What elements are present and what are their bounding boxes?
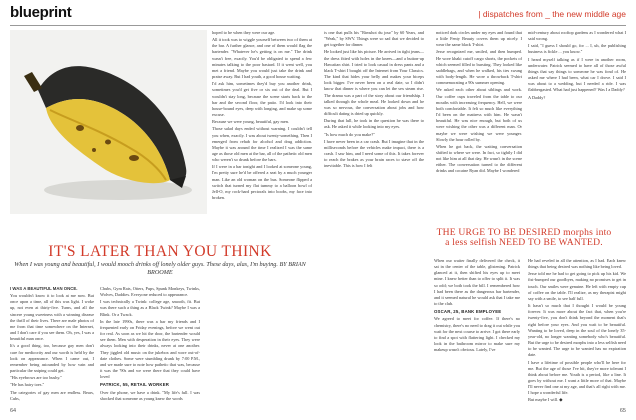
paragraph: We asked each other about siblings and work. Our coffee cups traveled from the table to our mouths with increasing frequency. Hell, we were both comfortable. It felt so much like everything I'd been on the mattress with him. He wasn't beautiful. He was nice enough, but both of us were wishing the other was a different man. Or maybe we were wishing we were younger. Slowly the hour rolled by. — [436, 87, 522, 142]
paragraph: Over the phone, we have a drink. "My life's full. I was shocked that someone as young knew the words — [100, 389, 200, 401]
paragraph: When he got back, the waiting conversation shifted to where we were. In fact, so tightly I did not like him at all that day. He wasn't in the scene either. The conversation turned to the different drinks and cocaine Ryan did. Maybe I wondered — [436, 143, 522, 174]
paragraph: is one that pulls his "Rimshot du jour" by 60 Years, and "Weak," by SWV. Things were so sad that we decided to get together for dinner. — [324, 30, 424, 48]
paragraph: If I were in a bar tonight and I looked at someone young, I'm pretty sure he'd be offered a seat by a much younger man. Like an old woman on the bus. Someone flipped a switch that turned my flat tummy to a balloon bowl of Jell-O, my rock-hard pectorals into boobs, my face into broken. — [212, 164, 312, 201]
page-number-right: 65 — [619, 408, 626, 414]
header-rule — [10, 25, 626, 26]
paragraph: noticed dark circles under my eyes and found that a little Fenty Beauty covers them up nicely. I wear the same black T-shirt. — [436, 30, 522, 48]
paragraph: "His eyebrows are too bushy." — [10, 375, 63, 381]
paragraph: I'd ask him, sometimes they'd buy you another drink, sometimes you'd get five or six out of the deal. But I wouldn't stay long, because the scene starts back to the bar and the second floor, the patio. I'd look into their house-bound eyes, deep with longing, and make up some excuse. — [212, 81, 312, 118]
paragraph: During that lull, he took in the question he was there to ask. He asked it while looking into my eyes. — [324, 118, 424, 130]
banana-photo — [10, 30, 207, 214]
column-8 — [528, 258, 626, 405]
paragraph: But maybe I will. ◆ — [528, 397, 563, 403]
paragraph: hoped to be when they were our age. — [212, 30, 276, 35]
paragraph: "He has hairy toes." — [10, 382, 45, 388]
section-label: | dispatches from _ the new middle age — [478, 9, 626, 19]
paragraph: I said, "I guess I should go, for ... I, uh, the publishing business is fickle ... you know." — [528, 43, 626, 55]
page-header — [10, 4, 626, 24]
magazine-brand: blueprint — [10, 4, 72, 21]
paragraph: A Daddy? — [528, 94, 546, 100]
column-3 — [212, 30, 312, 202]
paragraph: Chubs, Gym Rats, Otters, Pups, Spunk Monkeys, Twinks, Wolves, Daddies. Everyone reduced to appearance. — [100, 286, 200, 298]
paragraph: All it took was to wiggle yourself between two of them at the bar. A further glance, and one of them would flag the bartender. "Whatever he's getting is on me." The drink wasn't free, exactly. You'd be obligated to spend a few minutes talking to the poor bastard. If it went well, you met a friend. Maybe you would just take the drink and praise away. But I had youth, a good house waiting. — [212, 37, 312, 80]
paragraph: In the late 1990s, there was a bar my friends and I frequented early on Friday evenings, before we went out for real. As soon as we hit the door, the bartender would see them. Men with desperation in their eyes. They were always looking into their drinks, never at one another. They jiggled old music on the jukebox and wore out-of-date clothes. Some were stumbling drunk by 7:00 P.M., and we made sure to note how pathetic that was, because it was the '90s and we were there that they could have loved — [100, 318, 200, 380]
paragraph: You wouldn't know it to look at me now. But once upon a time, all of this was light. I woke up, not even at thirty-five. Turns, and all the sincere young sweetness with a winning disease the thrill of their lives. There are male photos of me from that time somewhere on the Internet, and I don't care if you see them. Oh, yes, I was a beautiful man once. — [10, 293, 94, 342]
column-4 — [324, 30, 424, 170]
section-subhead: PATRICK, 55, RETAIL WORKER — [100, 382, 170, 388]
opening-subhead: I WAS A BEAUTIFUL MAN ONCE. — [10, 286, 78, 291]
paragraph: I heard myself talking as if I were in another room, underwater. Patrick seemed to have all of those awful things that say things to someone he was fond of. He asked me where I had been, what car I drove. I said I was about to a wedding, but I needed a ride. I was flabbergasted. What had just happened? Was I a Daddy? — [528, 56, 626, 93]
paragraph: I was technically a Twink: college age, smooth, fit. But was there such a thing as a Black Twink? Maybe I was a Blink. Or a Twack. — [100, 299, 200, 317]
article-headline: IT'S LATER THAN YOU THINK — [48, 243, 272, 260]
paragraph: He had reveled in all the attention, as I had. Each knew things that being desired was nothing like being loved. — [528, 258, 626, 270]
column-7 — [434, 258, 520, 354]
section-subhead: OSCAR, 25, BANK EMPLOYEE — [434, 309, 502, 315]
pull-quote: THE URGE TO BE DESIRED morphs into a less selfish NEED TO BE WANTED. — [436, 227, 612, 248]
paragraph: "Is how much do you make?" — [324, 131, 375, 137]
paragraph: He looked just like his picture. He arrived in tight jeans—the dress fitted with holes in the knees—and a button-up Hawaiian shirt. I tried to look casual in dress pants and a black T-shirt I bought off the Internet from Your Classics. The kind that hides your belly and makes your biceps look bigger. I've never been on a real date, so I didn't know that dinner is where you can let the sex steam rise. The drama was a part of the story about our friendship. I talked through the whole meal. He looked down and he was so nervous, the conversation about jobs and how difficult dating is dried up quickly. — [324, 49, 424, 117]
paragraph: The categories of gay men are endless. Bears, Cubs, — [10, 389, 94, 401]
column-5 — [436, 30, 522, 176]
paragraph: I have never been in a car crash. But I imagine that in the milliseconds before the vehicles make impact, there is a crash. I saw him, and I need some of this. It takes forever to reach the brakes as your brain races to stave off the inevitable. This is how I felt — [324, 138, 424, 169]
paragraph: I have a lifetime of possible people who'll be here for me. But the age of those I've hit, they're more tolerant I think about before me. Youth is a period, like a line. It goes by without me. I want a little more of that. Maybe I'll never find one at my age, and that's all right with me. I hope a wonderful life. — [528, 359, 626, 396]
paragraph: mid-century about rooftop gardens as I wondered what I said wrong. — [528, 30, 626, 42]
column-1 — [10, 286, 94, 403]
banana-illustration — [10, 30, 207, 214]
column-6 — [528, 30, 626, 102]
paragraph: Jesse told me he had to get going to pick up his kid. We fist-bumped our goodbyes, making no promises to get in touch. Our smiles were genuine. He left with empty cup of coffee on the table. I'll realize, as my therapist might say with a smile, to see half full. — [528, 271, 626, 301]
paragraph: It's a good thing, too, because gay men don't care for mediocrity and our worth is held by the look on appearance. When I came out, I remember being astounded by how vain and particular the sniping could get. — [10, 343, 94, 374]
paragraph: We agreed to meet for coffee. If there's no chemistry, there's no need to drag it out while you wait for the next course to arrive. I got there early to find a spot with flattering light. I checked my look in the bathroom mirror to make sure my makeup wasn't obvious. Lately, I've — [434, 316, 520, 353]
paragraph: Because we were young, beautiful, gay men. — [212, 119, 289, 125]
page-number-left: 64 — [10, 408, 17, 414]
paragraph: Those salad days ended without warning. I couldn't tell you when, exactly. I was about twenty-something. Then I emerged from rehab for alcohol and drug addiction. Maybe it was around the time I realized I was the same age as those old men at the bar, all of the pathetic old men who weren't so drunk before the bars. — [212, 126, 312, 163]
paragraph: It hasn't so much that I thought I would be young forever. It was more about the fact that, when you're twenty-five, you don't think beyond the moment that's right before your eyes. And you wait to be beautiful. Wanting to be loved, deep in the soul of the lonely 35-year-old, no longer wanting somebody who's beautiful. But the urge to be desired morphs into a less selfish need to be wanted. The urge to be wanted has no expiration date. — [528, 303, 626, 358]
column-2 — [100, 286, 200, 403]
paragraph: Jesse recognized me, smiled, and then bumped. He wore khaki cutoff cargo shorts, the pockets of which seemed filled to bursting. They looked like saddlebags, and when he walked, his ties swung with body-length. He wore a throwback T-shirt commemorating a 90s summer opening. — [436, 49, 522, 86]
article-deck: When I was young and beautiful, I would mooch drinks off lonely older guys. These days, alas, I'm buying. BY BRIAN BROOME — [14, 261, 306, 276]
paragraph: When our waiter finally delivered the check, it sat in the center of the table, glistening. Patrick glanced at it, then shifted his eyes up to meet mine. I knew better than to offer to split it. It was so odd; we both took the bill. I remembered how I had been there as the dangerous bar bartender, and it seemed natural he would ask that I take me to the club. — [434, 258, 520, 307]
